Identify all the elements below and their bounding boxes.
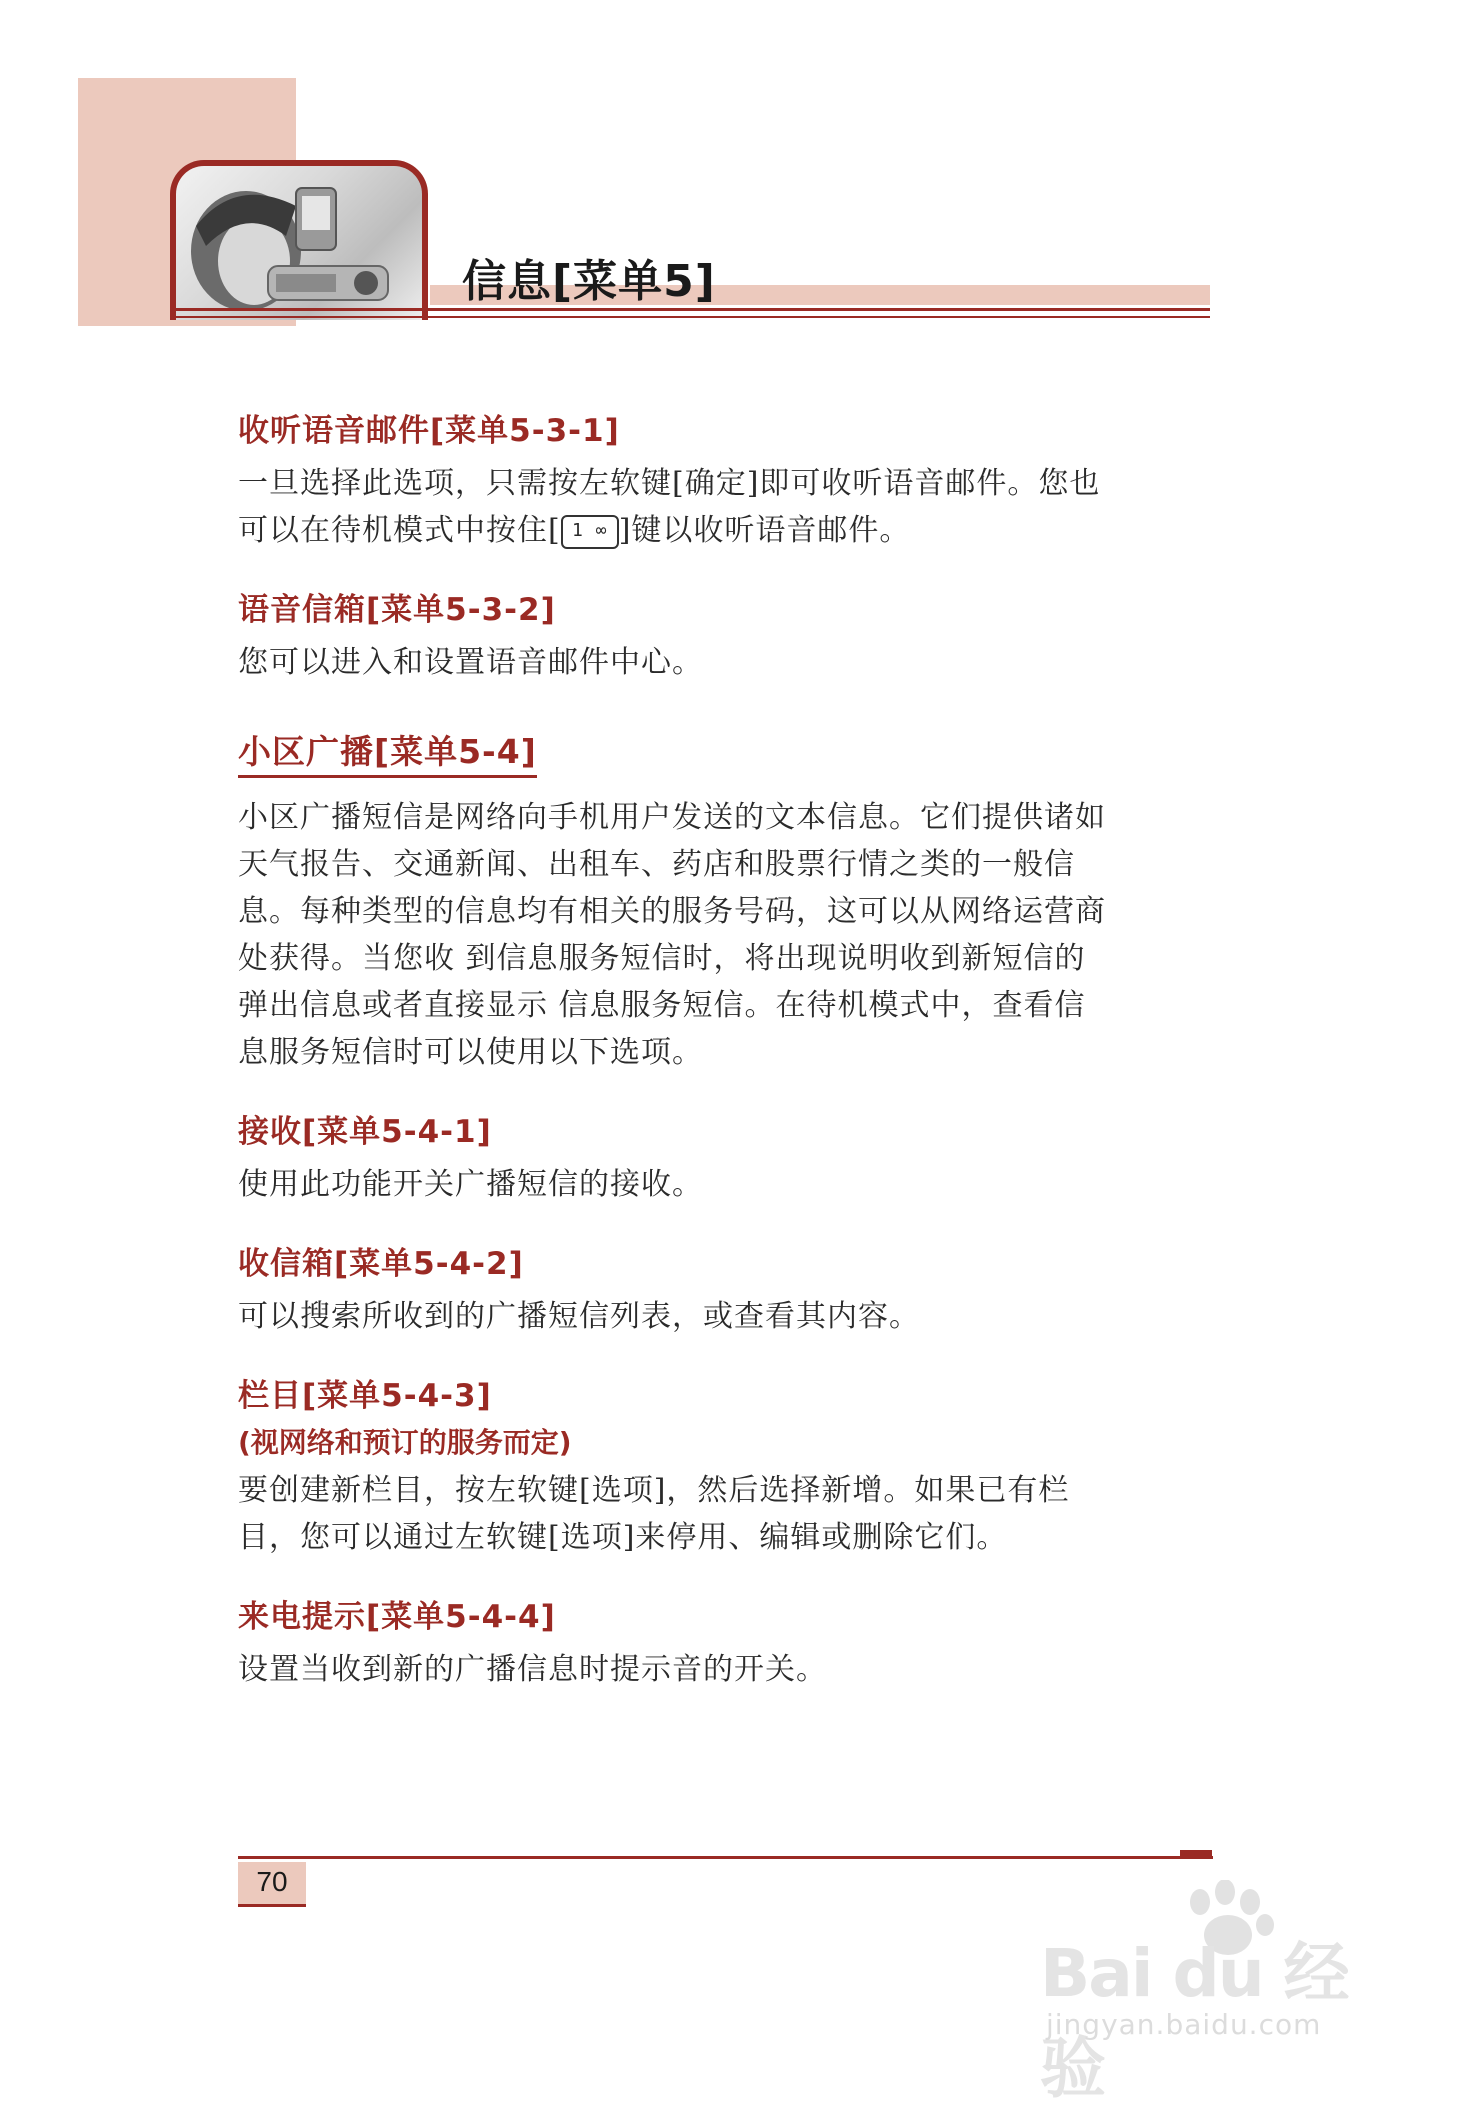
paragraph: 使用此功能开关广播短信的接收。 [238, 1167, 703, 1202]
section-heading: 收信箱[菜单5-4-2] [238, 1246, 524, 1282]
section-subheading: (视网络和预订的服务而定) [238, 1426, 572, 1459]
paragraph-line: 目，您可以通过左软键[选项]来停用、编辑或删除它们。 [238, 1520, 1008, 1555]
section-heading: 接收[菜单5-4-1] [238, 1114, 492, 1150]
header-rule-thin [170, 316, 1210, 318]
section-heading: 语音信箱[菜单5-3-2] [238, 592, 556, 628]
paragraph: 设置当收到新的广播信息时提示音的开关。 [238, 1652, 827, 1687]
paragraph-line: 要创建新栏目，按左软键[选项]，然后选择新增。如果已有栏 [238, 1473, 1070, 1508]
paragraph-line: 天气报告、交通新闻、出租车、药店和股票行情之类的一般信 [238, 847, 1075, 882]
paragraph-line: 息。每种类型的信息均有相关的服务号码，这可以从网络运营商 [238, 894, 1106, 929]
watermark-url: jingyan.baidu.com [1046, 2008, 1322, 2041]
paragraph-line: 息服务短信时可以使用以下选项。 [238, 1035, 703, 1070]
paragraph-line: 处获得。当您收 到信息服务短信时，将出现说明收到新短信的 [238, 941, 1086, 976]
section-heading: 收听语音邮件[菜单5-3-1] [238, 413, 620, 449]
paragraph: 可以搜索所收到的广播短信列表，或查看其内容。 [238, 1299, 920, 1334]
header-photo [170, 160, 428, 320]
paragraph [238, 1467, 1218, 1561]
paragraph-line: 弹出信息或者直接显示 信息服务短信。在待机模式中，查看信 [238, 988, 1086, 1023]
paragraph-line: 可以在待机模式中按住[ [238, 513, 561, 548]
paragraph-line: ]键以收听语音邮件。 [618, 513, 911, 548]
watermark-brand: Bai du 经验 [1040, 1935, 1348, 2107]
page-number-box [238, 1862, 306, 1907]
footer-rule [238, 1856, 1213, 1859]
paragraph-line: 一旦选择此选项，只需按左软键[确定]即可收听语音邮件。您也 [238, 466, 1101, 501]
paragraph-line: 小区广播短信是网络向手机用户发送的文本信息。它们提供诸如 [238, 800, 1106, 835]
paragraph [238, 794, 1218, 1076]
chapter-title: 信息[菜单5] [462, 256, 716, 307]
baidu-watermark [1040, 1880, 1380, 2107]
paragraph [238, 460, 1218, 554]
paragraph: 您可以进入和设置语音邮件中心。 [238, 645, 703, 680]
header-photo-illustration [176, 166, 428, 320]
page-content [238, 405, 1218, 1693]
major-section-heading: 小区广播[菜单5-4] [238, 726, 537, 778]
section-heading: 栏目[菜单5-4-3] [238, 1378, 492, 1414]
section-heading: 来电提示[菜单5-4-4] [238, 1599, 556, 1635]
page-number: 70 [256, 1866, 288, 1897]
voicemail-key-icon: 1 ∞ [561, 515, 619, 549]
footer-tab [1180, 1850, 1212, 1859]
